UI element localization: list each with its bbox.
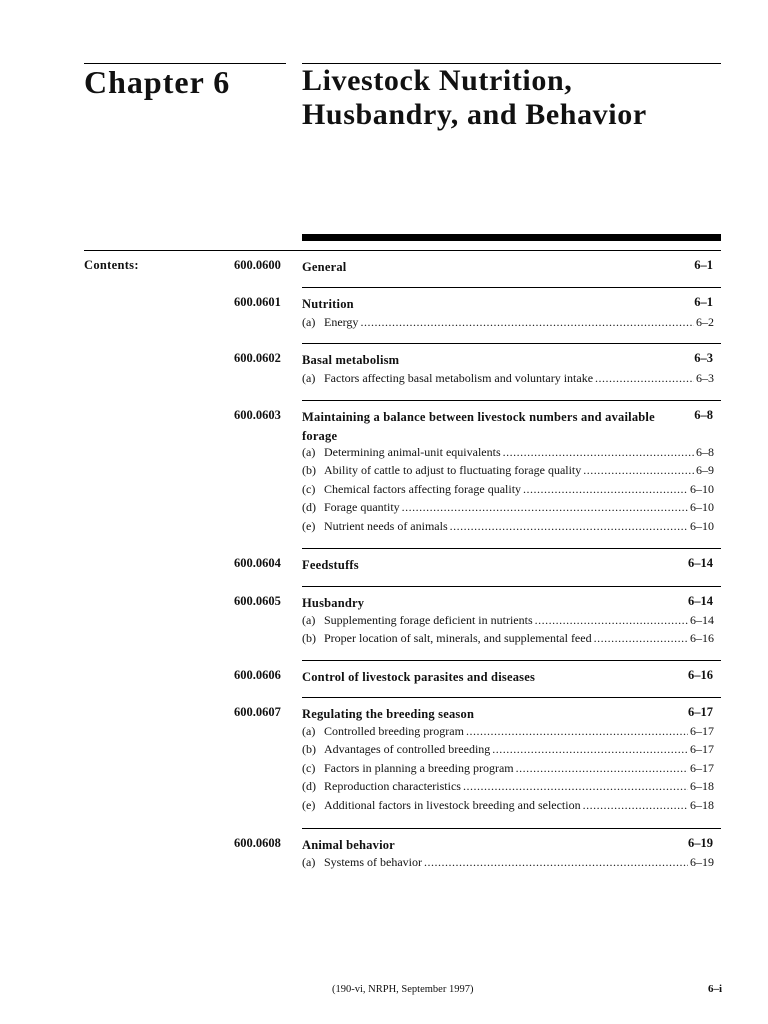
section-page: 6–14 (688, 594, 713, 608)
entry-title: Nutrient needs of animals (324, 519, 448, 533)
entry-title: Additional factors in livestock breeding and selection (324, 798, 581, 812)
entry-page: 6–16 (690, 631, 714, 645)
footer-citation: (190-vi, NRPH, September 1997) (332, 984, 474, 995)
section-title[interactable]: Nutrition (302, 297, 354, 311)
section-page: 6–1 (694, 295, 713, 309)
toc-entry[interactable] (302, 722, 714, 740)
toc-entry[interactable] (302, 611, 714, 629)
entry-page: 6–2 (696, 315, 714, 329)
toc-entry[interactable] (302, 629, 714, 647)
entry-title: Controlled breeding program (324, 724, 464, 738)
entry-letter: (e) (302, 519, 316, 533)
chapter-title-line-1: Livestock Nutrition, (302, 64, 573, 97)
section-number: 600.0602 (234, 351, 281, 365)
entry-letter: (b) (302, 742, 316, 756)
dot-leader (583, 796, 688, 814)
dot-leader (583, 461, 694, 479)
dot-leader (463, 777, 688, 795)
section-page: 6–16 (688, 668, 713, 682)
entry-title: Reproduction characteristics (324, 779, 461, 793)
entry-title: Factors in planning a breeding program (324, 761, 514, 775)
entry-page: 6–3 (696, 371, 714, 385)
dot-leader (360, 313, 694, 331)
dot-leader (535, 611, 688, 629)
section-rule (302, 400, 721, 401)
section-title[interactable]: Animal behavior (302, 838, 395, 852)
entry-letter: (c) (302, 761, 316, 775)
contents-label: Contents: (84, 258, 139, 272)
toc-entry[interactable] (302, 313, 714, 331)
entry-letter: (d) (302, 500, 316, 514)
section-rule (302, 548, 721, 549)
section-page: 6–3 (694, 351, 713, 365)
entry-letter: (a) (302, 315, 316, 329)
chapter-title-line-2: Husbandry, and Behavior (302, 98, 647, 131)
dot-leader (450, 517, 688, 535)
entry-letter: (d) (302, 779, 316, 793)
entry-letter: (b) (302, 463, 316, 477)
toc-entry[interactable] (302, 759, 714, 777)
entry-page: 6–10 (690, 519, 714, 533)
section-number: 600.0607 (234, 705, 281, 719)
entry-letter: (c) (302, 482, 316, 496)
entry-title: Determining animal-unit equivalents (324, 445, 501, 459)
section-rule (302, 828, 721, 829)
entry-page: 6–18 (690, 798, 714, 812)
dot-leader (492, 740, 688, 758)
section-title[interactable]: Regulating the breeding season (302, 707, 475, 721)
section-number: 600.0608 (234, 836, 281, 850)
entry-letter: (a) (302, 724, 316, 738)
toc-entry[interactable] (302, 796, 714, 814)
section-title[interactable]: Basal metabolism (302, 353, 400, 367)
entry-page: 6–17 (690, 724, 714, 738)
entry-page: 6–19 (690, 855, 714, 869)
entry-page: 6–14 (690, 613, 714, 627)
section-page: 6–1 (694, 258, 713, 272)
entry-letter: (a) (302, 371, 316, 385)
entry-page: 6–17 (690, 742, 714, 756)
toc-entry[interactable] (302, 498, 714, 516)
footer-page-number: 6–i (707, 983, 722, 995)
entry-title: Factors affecting basal metabolism and voluntary intake (324, 371, 594, 385)
entry-page: 6–8 (696, 445, 714, 459)
entry-title: Ability of cattle to adjust to fluctuating forage quality (324, 463, 582, 477)
entry-title: Energy (324, 315, 359, 329)
entry-page: 6–10 (690, 482, 714, 496)
dot-leader (516, 759, 688, 777)
toc-entry[interactable] (302, 853, 714, 871)
section-number: 600.0603 (234, 408, 281, 422)
dot-leader (503, 443, 694, 461)
entry-title: Chemical factors affecting forage quality (324, 482, 522, 496)
entry-letter: (b) (302, 631, 316, 645)
contents-rule (84, 250, 721, 251)
toc-entry[interactable] (302, 740, 714, 758)
section-page: 6–19 (688, 836, 713, 850)
toc-entry[interactable] (302, 443, 714, 461)
entry-page: 6–18 (690, 779, 714, 793)
dot-leader (402, 498, 688, 516)
section-title[interactable]: General (302, 260, 347, 274)
section-title[interactable]: Control of livestock parasites and diseases (302, 670, 536, 684)
entry-letter: (a) (302, 613, 316, 627)
section-number: 600.0606 (234, 668, 281, 682)
section-number: 600.0604 (234, 556, 281, 570)
entry-page: 6–10 (690, 500, 714, 514)
section-page: 6–14 (688, 556, 713, 570)
entry-page: 6–9 (696, 463, 714, 477)
dot-leader (594, 629, 688, 647)
toc-entry[interactable] (302, 461, 714, 479)
section-title[interactable]: Husbandry (302, 596, 365, 610)
entry-title: Advantages of controlled breeding (324, 742, 491, 756)
title-bar (302, 234, 721, 241)
entry-title: Proper location of salt, minerals, and supplemental feed (324, 631, 592, 645)
section-rule (302, 343, 721, 344)
dot-leader (523, 480, 688, 498)
dot-leader (595, 369, 694, 387)
entry-page: 6–17 (690, 761, 714, 775)
section-rule (302, 697, 721, 698)
toc-entry[interactable] (302, 517, 714, 535)
section-number: 600.0605 (234, 594, 281, 608)
dot-leader (424, 853, 688, 871)
entry-letter: (e) (302, 798, 316, 812)
chapter-label: Chapter 6 (84, 64, 231, 100)
entry-title: Supplementing forage deficient in nutrients (324, 613, 533, 627)
entry-letter: (a) (302, 445, 316, 459)
dot-leader (466, 722, 688, 740)
toc-entry[interactable] (302, 369, 714, 387)
section-number: 600.0600 (234, 258, 281, 272)
section-title[interactable]: Maintaining a balance between livestock numbers and available forage (302, 410, 655, 443)
entry-title: Systems of behavior (324, 855, 422, 869)
chapter-title (302, 64, 742, 132)
entry-letter: (a) (302, 855, 316, 869)
section-number: 600.0601 (234, 295, 281, 309)
section-rule (302, 586, 721, 587)
section-title[interactable]: Feedstuffs (302, 558, 359, 572)
section-rule (302, 660, 721, 661)
entry-title: Forage quantity (324, 500, 400, 514)
toc-entry[interactable] (302, 480, 714, 498)
toc-entry[interactable] (302, 777, 714, 795)
section-page: 6–17 (688, 705, 713, 719)
section-rule (302, 287, 721, 288)
section-page: 6–8 (694, 408, 713, 422)
